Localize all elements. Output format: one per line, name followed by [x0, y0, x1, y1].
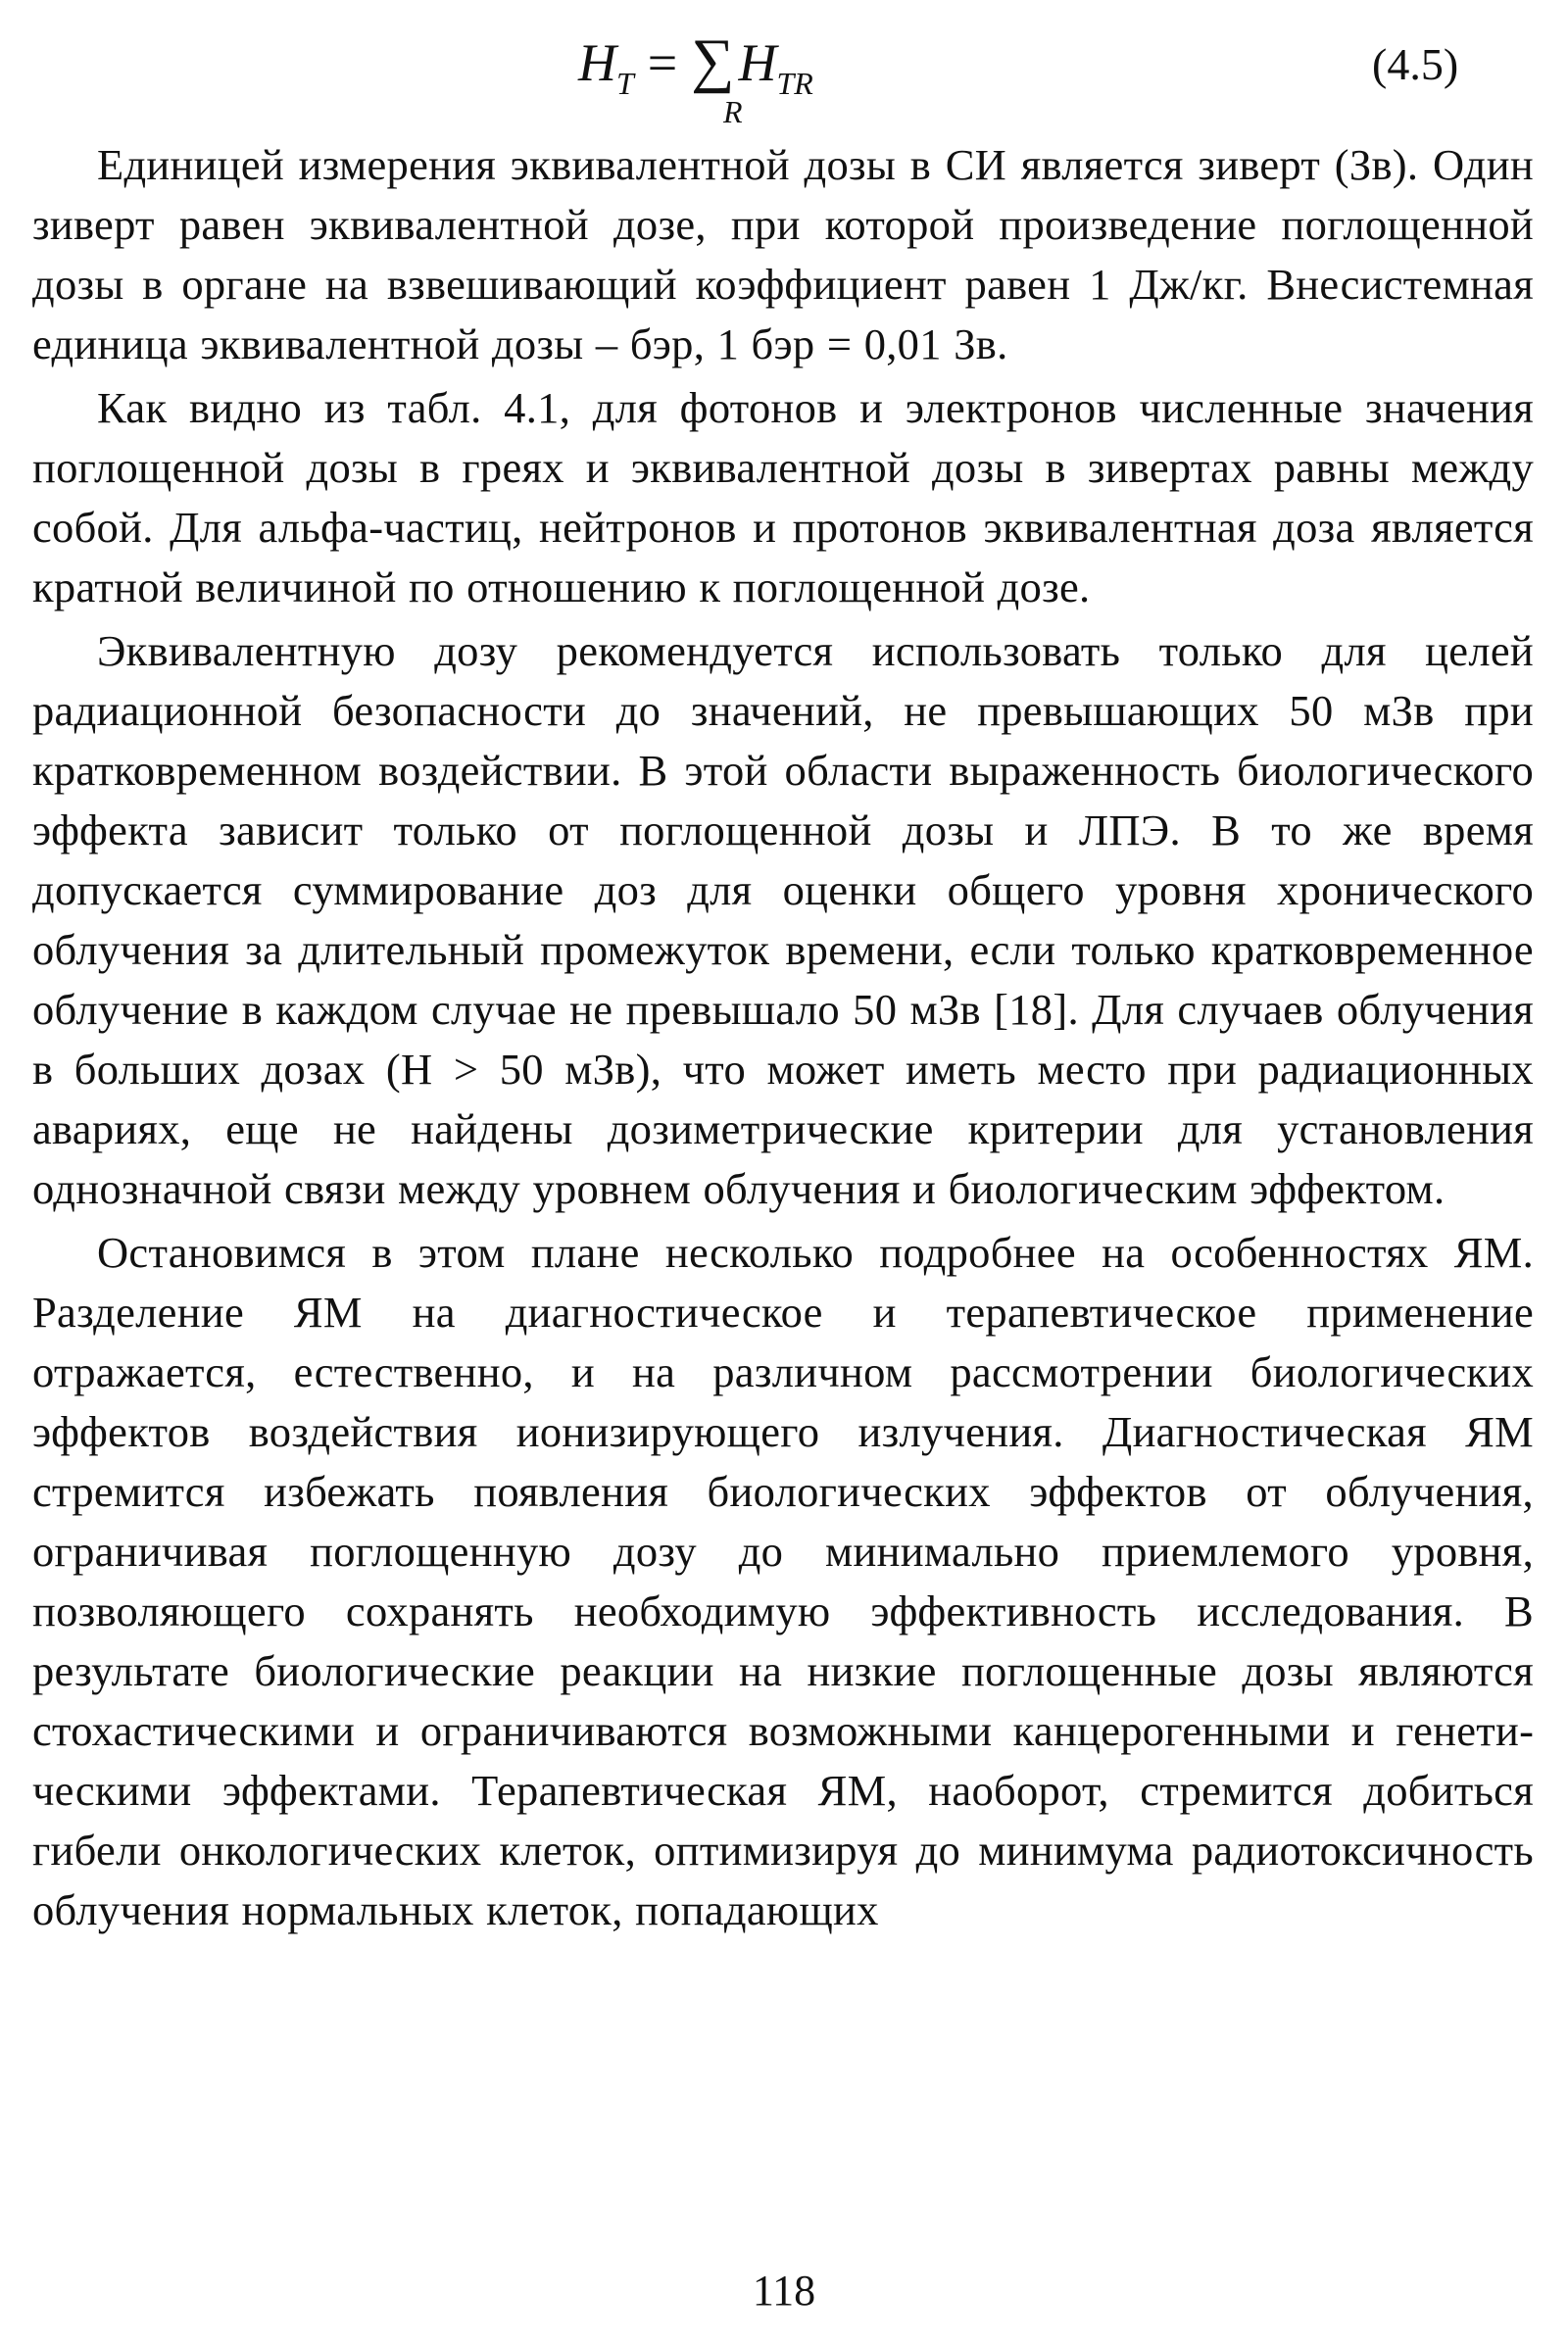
equation-number: (4.5): [1372, 39, 1459, 89]
body-text: [32, 135, 1534, 1940]
equation-rhs: H: [738, 33, 777, 92]
equation-lhs: H: [578, 33, 616, 92]
summation-symbol: ∑: [691, 27, 735, 94]
paragraph-equivalent-dose-unit: Единицей измерения эквивалентной дозы в СИ является зиверт (Зв). Один зиверт равен эквивалентной дозе, при которой произведение поглощенной дозы в органе на взвешивающий коэффициент равен 1 Дж/кг. Внесистемная единица эквивалентной дозы – бэр, 1 бэр = 0,01 Зв.: [32, 140, 1534, 368]
paragraph-table-4-1: Как видно из табл. 4.1, для фотонов и электронов численные значения поглощенной дозы в греях и эквивалентной дозы в зивертах равны между собой. Для альфа-частиц, нейтронов и протонов эквивалентная доза является кратной величиной по отношению к поглощенной дозе.: [32, 383, 1534, 611]
paragraph-radiation-safety: Эквивалентную дозу рекомендуется использовать только для целей радиационной безопасности до значений, не превышающих 50 мЗв при кратковременном воздействии. В этой области выраженность биологического эффекта зависит только от поглощенной дозы и ЛПЭ. В то же время допускается суммирование доз для оценки общего уровня хронического облучения за длительный промежуток времени, если только кратковременное облучение в каждом случае не превышало 50 мЗв [18]. Для случаев облучения в больших дозах (Н > 50 мЗв), что может иметь место при радиационных авариях, еще не найдены дозиметрические критерии для установления однозначной связи между уровнем облучения и биологическим эффектом.: [32, 626, 1534, 1213]
equation-rhs-subscript: TR: [776, 66, 813, 101]
equation-equals: =: [647, 33, 678, 92]
equation-lhs-subscript: T: [616, 66, 634, 101]
paragraph-nuclear-medicine: Остановимся в этом плане несколько подробнее на особенностях ЯМ. Разделение ЯМ на диагностическое и терапевтическое применение отражается, естественно, и на различном рассмотрении биологических эффектов воздействия ионизирующего излучения. Диагностическая ЯМ стремится избежать появления биологических эффектов от облучения, ограничивая поглощенную дозу до минимально приемлемого уровня, позволяющего сохранять необходимую эффективность исследования. В результате биологические реакции на низкие поглощенные дозы являются стохастическими и ограничиваются возможными канцерогенными и генетическими эффектами. Терапевтическая ЯМ, наоборот, стремится добиться гибели онкологических клеток, оптимизируя до минимума радиотоксичность облучения нормальных клеток, попадающих: [32, 1228, 1534, 1934]
page-number: 118: [752, 2267, 816, 2315]
equation-expression: [578, 29, 813, 101]
equation-4-5: [0, 29, 1568, 137]
summation-index: R: [723, 94, 743, 129]
